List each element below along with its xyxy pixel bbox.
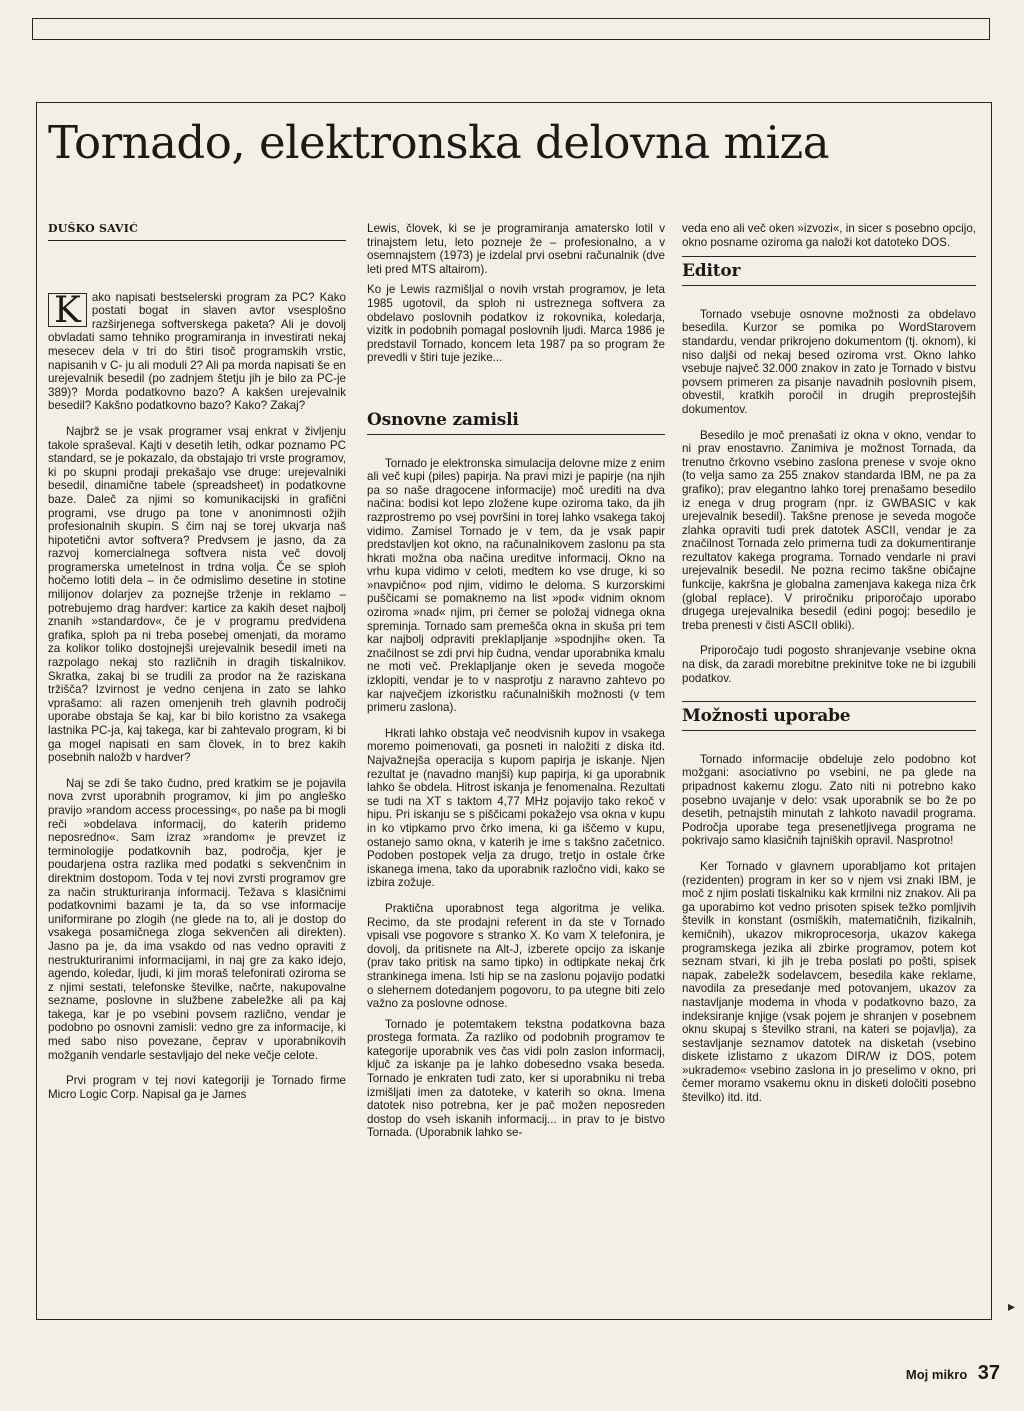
page-footer bbox=[906, 1362, 1000, 1385]
column-3 bbox=[682, 222, 976, 1312]
section-heading: Osnovne zamisli bbox=[367, 414, 665, 435]
paragraph: Besedilo je moč prenašati iz okna v okno, vendar to ni prav enostavno. Zanimiva je možnost Tornada, da trenutno črkovno vsebino zaslona prenese v svoje okno (to velja samo za 255 znakov standarda IBM, ne pa za grafiko); prav elegantno lahko torej prenašamo besedilo iz enega v drug program (npr. iz GWBASIC v kak urejevalnik besedil). Takšne prenose je seveda mogoče zlahka opraviti tudi prek datotek ASCII, vendar je za značilnost Tornada zelo primerna tudi za dokumentiranje rezultatov kakega programa. Tornado vendarle ni pravi urejevalnik besedil. Ne pozna recimo takšne običajne funkcije, kakršna je globalna zamenjava kakega niza črk (global replace). V priročniku priporočajo uporabo drugega urejevalnika besedil (edini pogoj: besedilo je treba prenesti v čisti ASCII obliki). bbox=[682, 428, 976, 632]
paragraph: Naj se zdi še tako čudno, pred kratkim se je pojavila nova zvrst uporabnih programov, ki jim po angleško pravijo »random access processing«, po naše pa bi mogli reči »obdelava informacij, do katerih pridemo neposredno«. Sam izraz »random« je prevzet iz terminologije podatkovnih baz, področja, kjer je poudarjena ostra razlika med podatki s sekvenčnim in direktnim dostopom. Toda v tej novi zvrsti programov gre za način strukturiranja informacij. Težava s klasičnimi podatkovnimi bazami je ta, da so vse informacije uniformirane po zlogih (ne glede na to, ali je dostop do vsakega posamičnega zloga sekvenčen ali direkten). Jasno pa je, da ima vsakdo od nas vedno opraviti z nestrukturiranimi informacijami, in naj gre za kako idejo, agendo, koledar, ljudi, ki jim moraš telefonirati oziroma se z njimi sestati, telefonske številke, načrte, nakupovalne sezname, poslovne in službene zabeležke ali pa kaj takega, kar je po vsebini povsem različno, vendar je podobno po osnovni zamisli: vedno gre za informacije, ki med sabo niso povezane, čeprav v uporabnikovih možganih vendarle sestavljajo del neke večje celote. bbox=[48, 776, 346, 1062]
paragraph: Tornado informacije obdeluje zelo podobno kot možgani: asociativno po vsebini, ne pa glede na pripadnost kakemu zlogu. Zato niti ni potrebno kako posebno uvajanje v delo: vsak uporabnik se bo že po desetih, petnajstih minutah z lahkoto navadil programa. Področja uporabe tega presenetljivega programa ne pokrivajo samo klasičnih tajniških opravil. Nasprotno! bbox=[682, 752, 976, 848]
paragraph: Najbrž se je vsak programer vsaj enkrat v življenju takole spraševal. Kajti v desetih letih, odkar poznamo PC standard, se je pokazalo, da obstajajo tri vrste programov, ki po skupni prodaji prekašajo vse druge: urejevalniki besedil, dinamične tabele (spreadsheet) in podatkovne baze. Daleč za njimi so komunikacijski in grafični programi, vse drugo pa tone v anonimnosti ožjih profesionalnih skupin. S čim naj se torej ukvarja naš hipotetični avtor softvera? Predvsem je jasno, da za razvoj komercialnega softvera nista več dovolj programerska umetelnost in trdna volja. Če se sploh hočemo lotiti dela – in če odmislimo desetine in stotine milijonov dolarjev za poznejše trženje in reklamo – potrebujemo drag hardver: kartice za kakih deset najbolj znanih »standardov«, če je v programu predvidena grafika, sploh pa ni treba posebej omenjati, da moramo za kolikor toliko dostojnejši urejevalnik besedil imeti na razpolago nekaj sto različnih in dragih tiskalnikov. Skratka, zakaj bi se trudili za prodor na že raziskana tržišča? Izvirnost je vedno cenjena in zato se lahko vprašamo: ali razen omenjenih treh glavnih področij uporabe obstaja še kaj, kar bi bilo koristno za vsakega lastnika PC-ja, kaj takega, kar bi zahtevalo program, ki bi ga mogel napisati en sam človek, in to brez kakih posebnih naložb v hardver? bbox=[48, 424, 346, 765]
top-frame bbox=[32, 18, 990, 40]
drop-cap: K bbox=[48, 293, 87, 327]
section-heading: Editor bbox=[682, 265, 976, 286]
continue-arrow-icon: ▸ bbox=[1008, 1298, 1016, 1314]
paragraph: Tornado vsebuje osnovne možnosti za obdelavo besedila. Kurzor se pomika po WordStarovem standardu, vendar prikrojeno dokumentom (tj. oknom), ki niso daljši od nekaj besed oziroma vrst. Okno lahko vsebuje največ 32.000 znakov in zato je Tornado v bistvu povsem primeren za pisanje navadnih poslovnih pisem, obvestil, kratkih poročil in drugih preprostejših dokumentov. bbox=[682, 307, 976, 416]
article-title: Tornado, elektronska delovna miza bbox=[48, 116, 830, 169]
paragraph: Ko je Lewis razmišljal o novih vrstah programov, je leta 1985 ugotovil, da sploh ni ustreznega softvera za obdelavo poslovnih podatkov iz rokovnika, koledarja, vizitk in podobnih pomagal poslovnih ljudi. Marca 1986 je predstavil Tornado, koncem leta 1987 pa so program že prevedli v štiri tuje jezike... bbox=[367, 283, 665, 365]
paragraph: Priporočajo tudi pogosto shranjevanje vsebine okna na disk, da zaradi morebitne prekinitve toke ne bi izgubili podatkov. bbox=[682, 644, 976, 685]
paragraph: Praktična uporabnost tega algoritma je velika. Recimo, da ste prodajni referent in da ste v Tornado vpisali vse pogovore s stranko X. Ko vam X telefonira, je dovolj, da pritisnete na Alt-J, izberete opcijo za iskanje (prav tako pritisk na samo tipko) in odtipkate nekaj črk strankinega imena. Isti hip se na zaslonu pojavijo podatki o slehernem dotedanjem pogovoru, to pa utegne biti zelo važno za poslovne odnose. bbox=[367, 901, 665, 1011]
paragraph: Prvi program v tej novi kategoriji je Tornado firme Micro Logic Corp. Napisal ga je James bbox=[48, 1074, 346, 1101]
section-heading: Možnosti uporabe bbox=[682, 710, 976, 731]
column-2 bbox=[367, 222, 665, 1312]
page-number: 37 bbox=[977, 1362, 1000, 1384]
magazine-name: Moj mikro bbox=[905, 1367, 968, 1382]
author-byline: DUŠKO SAVIĆ bbox=[48, 222, 346, 241]
paragraph: Ker Tornado v glavnem uporabljamo kot pritajen (rezidenten) program in ker so v njem vsi znaki IBM, je moč z njim poslati tiskalniku kak krmilni niz znakov. Ali pa ga uporabimo kot vedno prisoten spisek težko pomljivih številk in konstant (osmiških, matematičnih, fizikalnih, kemičnih), ukazov mikroprocesorja, ukazov kakega programskega jezika ali zbirke programov, potem kot seznam stvari, ki jih je treba poslati po pošti, spisek napak, zabeležk sodelavcem, besedila kake reklame, navodila za presedanje med potovanjem, ukazov za nastavljanje modema in vhoda v podatkovno bazo, za indeksiranje knjige (vsak pojem je shranjen v posebnem oknu skupaj s številko strani, na kateri se pojavlja), za sestavljanje seznamov datotek na disketah (vsebino diskete izlistamo z ukazom DIR/W iz DOS, potem »ukrademo« vsebino zaslona in jo preselimo v okno, pri čemer moramo vsakemu oknu in disketi določiti posebno številko) itd. itd. bbox=[682, 859, 976, 1105]
paragraph: Tornado je elektronska simulacija delovne mize z enim ali več kupi (piles) papirja. Na pravi mizi je papirje (na njih pa so naše dragocene informacije) moč urediti na dva načina: bodisi kot lepo zložene kupe oziroma tako, da jih razprostremo po vsej površini in torej lahko vsakega takoj vidimo. Zamisel Tornado je v tem, da je vsak papir predstavljen kot okno, na računalnikovem zaslonu pa sta hkrati možna oba načina ureditve informacij. Okno na vrhu kupa vidimo v celoti, medtem ko vse druge, ki so »navpično« pod njim, vidimo le deloma. S kurzorskimi puščicami se pomaknemo na list »pod« vidnim oknom oziroma »nad« njim, pri čemer se položaj vidnega okna spreminja. Tornado sam premešča okna in skuša pri tem kar najbolj odpraviti prekIapljanje »spodnjih« oken. Ta značilnost se zdi prvi hip čudna, vendar uporabnika kmalu ne moti več. Preklapljanje oken je seveda mogoče izklopiti, vendar je to v nasprotju z naravno zahtevo po kar največjem izkoristku računalniških možnosti (v tem primeru zaslona). bbox=[367, 456, 665, 715]
divider bbox=[682, 256, 976, 257]
column-1 bbox=[48, 222, 346, 1312]
paragraph: Lewis, človek, ki se je programiranja amatersko lotil v trinajstem letu, leto pozneje že – profesionalno, a v osemnajstem (1973) je izdelal prvi osebni računalnik (dve leti pred MTS altairom). bbox=[367, 222, 665, 276]
lead-paragraph: K ako napisati bestselerski program za PC? Kako postati bogat in slaven avtor vsesplošno razširjenega softverskega paketa? Ali je dovolj obvladati samo tehniko programiranja in investirati nekaj mesecev dela v tri do štiri tisoč programskih vrstic, napisanih v C- ju ali moduli 2? Ali pa morda napisati še en urejevalnik besedil (po zadnjem štetju jih je bilo za PC-je 389)? Morda podatkovno bazo? A kakšen urejevalnik besedil? Kakšno podatkovno bazo? Kako? Zakaj? bbox=[48, 289, 346, 413]
divider bbox=[682, 701, 976, 702]
paragraph: Hkrati lahko obstaja več neodvisnih kupov in vsakega moremo poimenovati, ga posneti in naložiti z diska itd. Najvažnejša operacija s kupom papirja je iskanje. Njen rezultat je (navadno manjši) kup papirja, ki ga uporabnik lahko še obdela. Hitrost iskanja je fenomenalna. Rezultati se tudi na XT s taktom 4,77 MHz pojavijo tako rekoč v hipu. Pri iskanju se s piščicami pokažejo vsa okna v kupu in ko vtipkamo prvo črko imena, ki ga iščemo v kupu, ostanejo samo okna, v katerih je ime s takšno začetnico. Podoben postopek velja za drugo, tretjo in ostale črke iskanega imena, tako da uporabnik razločno vidi, kako se izbira zožuje. bbox=[367, 726, 665, 890]
paragraph: Tornado je potemtakem tekstna podatkovna baza prostega formata. Za razliko od podobnih programov te kategorije uporabnik ves čas vidi poln zaslon informacij, ključ za iskanje pa je lahko dobesedno vsaka beseda. Tornado je enkraten tudi zato, ker si uporabniku ni treba izmišljati imen za datoteke, v katerih so okna. Imena datotek niso potrebna, ker je pač možen neposreden dostop do vseh iskanih informacij... in prav to je bistvo Tornada. (Uporabnik lahko se- bbox=[367, 1017, 665, 1140]
paragraph: veda eno ali več oken »izvozi«, in sicer s posebno opcijo, okno posname oziroma ga naloži kot datoteko DOS. bbox=[682, 222, 976, 249]
